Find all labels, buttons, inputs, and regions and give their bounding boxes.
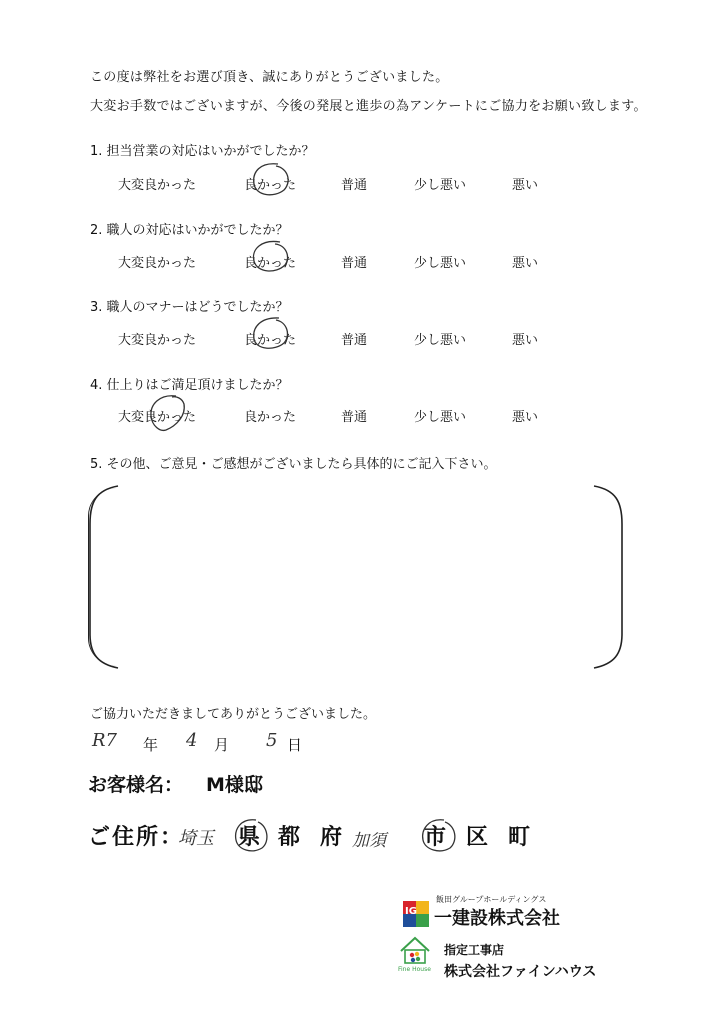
company-group-name: 飯田グループホールディングス: [436, 895, 547, 904]
date-day-label: 日: [287, 736, 303, 754]
q1-option-slightly-bad: 少し悪い: [414, 178, 467, 193]
address-fu: 府: [320, 825, 345, 850]
q1-option-bad: 悪い: [512, 178, 539, 193]
question-3: 3. 職人のマナーはどうでしたか？: [90, 300, 289, 315]
question-1: 1. 担当営業の対応はいかがでしたか？: [90, 144, 315, 159]
q2-selection-circle: [248, 237, 294, 277]
thanks-text: ご協力いただきましてありがとうございました。: [90, 707, 377, 722]
q4-option-normal: 普通: [341, 410, 368, 425]
company-name: 一建設株式会社: [434, 908, 560, 929]
q2-option-good: 良かった: [244, 256, 297, 271]
comment-bracket-left-curves: [86, 484, 126, 670]
date-year-label: 年: [143, 736, 159, 754]
q3-option-very-good: 大変良かった: [118, 333, 197, 348]
q1-selection-circle: [248, 160, 294, 200]
company-partner: 株式会社ファインハウス: [444, 964, 597, 980]
address-to: 都: [278, 825, 303, 850]
company-designation: 指定工事店: [444, 943, 505, 957]
q2-option-bad: 悪い: [512, 256, 539, 271]
comment-text: [130, 500, 580, 650]
q3-option-good: 良かった: [244, 333, 297, 348]
q4-option-very-good: 大変良かった: [118, 410, 197, 425]
question-4: 4. 仕上りはご満足頂けましたか？: [90, 378, 289, 393]
date-month: 4: [186, 730, 198, 751]
date-era-year: R7: [92, 730, 118, 751]
q2-option-normal: 普通: [341, 256, 368, 271]
q2-option-slightly-bad: 少し悪い: [414, 256, 467, 271]
q2-option-very-good: 大変良かった: [118, 256, 197, 271]
customer-name: M様邸: [206, 774, 263, 796]
q3-selection-circle: [248, 314, 294, 354]
date-day: 5: [266, 730, 278, 751]
date-month-label: 月: [214, 736, 230, 754]
intro-line-1: この度は弊社をお選び頂き、誠にありがとうございました。: [90, 70, 449, 85]
q1-option-good: 良かった: [244, 178, 297, 193]
address-prefecture: 埼玉: [178, 828, 214, 849]
house-logo-caption: Fine House: [398, 966, 431, 973]
address-shi-circle: [418, 816, 460, 856]
address-shi: 市: [424, 825, 449, 850]
q4-selection-circle: [146, 392, 192, 436]
q3-option-bad: 悪い: [512, 333, 539, 348]
house-logo: [398, 935, 432, 969]
q1-option-normal: 普通: [341, 178, 368, 193]
address-city: 加須: [352, 831, 386, 851]
q4-option-bad: 悪い: [512, 410, 539, 425]
comment-bracket-right: [590, 484, 630, 670]
address-ken: 県: [238, 825, 263, 850]
address-machi: 町: [508, 825, 533, 850]
intro-line-2: 大変お手数ではございますが、今後の発展と進歩の為アンケートにご協力をお願い致します。: [90, 99, 647, 114]
q3-option-slightly-bad: 少し悪い: [414, 333, 467, 348]
question-2: 2. 職人の対応はいかがでしたか？: [90, 223, 289, 238]
q3-option-normal: 普通: [341, 333, 368, 348]
address-label: ご住所：: [88, 825, 185, 850]
q4-option-slightly-bad: 少し悪い: [414, 410, 467, 425]
address-ken-circle: [232, 816, 272, 856]
customer-label: お客様名：: [88, 774, 184, 796]
address-ku: 区: [466, 825, 491, 850]
q4-option-good: 良かった: [244, 410, 297, 425]
q1-option-very-good: 大変良かった: [118, 178, 197, 193]
ig-logo-mark: IG: [405, 906, 417, 917]
question-5: 5. その他、ご意見・ご感想がございましたら具体的にご記入下さい。: [90, 457, 497, 472]
